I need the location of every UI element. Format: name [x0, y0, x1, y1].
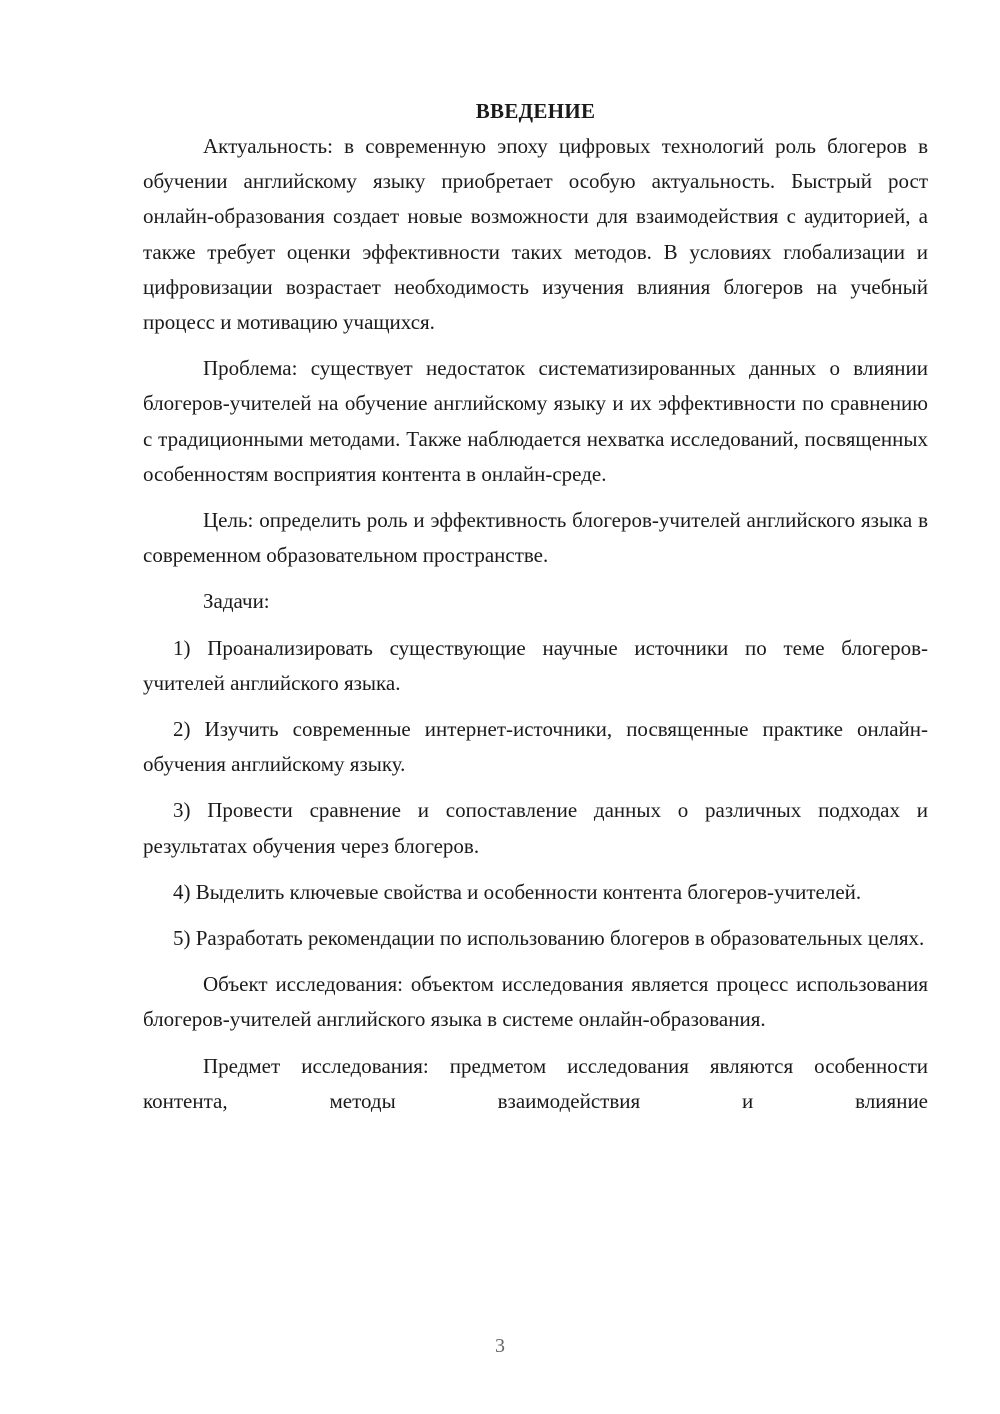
- task-item-3: 3) Провести сравнение и сопоставление данных о различных подходах и результатах обучения через блогеров.: [143, 798, 928, 858]
- paragraph-problem: Проблема: существует недостаток систематизированных данных о влиянии блогеров-учителей на обучение английскому языку и их эффективности по сравнению с традиционными методами. Также наблюдается нехватка исследований, посвященных особенностям восприятия контента в онлайн-среде.: [143, 356, 928, 486]
- paragraph-subject: Предмет исследования: предметом исследования являются особенности контента, методы взаимодействия и влияние: [143, 1053, 928, 1113]
- task-item-1: 1) Проанализировать существующие научные источники по теме блогеров-учителей английского языка.: [143, 635, 928, 695]
- task-item-4: 4) Выделить ключевые свойства и особенности контента блогеров-учителей.: [173, 879, 862, 904]
- paragraph-object: Объект исследования: объектом исследования является процесс использования блогеров-учителей английского языка в системе онлайн-образования.: [143, 972, 928, 1032]
- task-item-5: 5) Разработать рекомендации по использованию блогеров в образовательных целях.: [173, 926, 925, 951]
- paragraph-relevance: Актуальность: в современную эпоху цифровых технологий роль блогеров в обучении английскому языку приобретает особую актуальность. Быстрый рост онлайн-образования создает новые возможности для взаимодействия с аудиторией, а также требует оценки эффективности таких методов. В условиях глобализации и цифровизации возрастает необходимость изучения влияния блогеров на учебный процесс и мотивацию учащихся.: [143, 134, 928, 335]
- paragraph-goal: Цель: определить роль и эффективность блогеров-учителей английского языка в современном образовательном пространстве.: [143, 508, 928, 568]
- document-page: [143, 94, 928, 1130]
- section-title: ВВЕДЕНИЕ: [475, 99, 596, 123]
- task-item-2: 2) Изучить современные интернет-источники, посвященные практике онлайн-обучения английскому языку.: [143, 717, 928, 777]
- page-number: 3: [495, 1335, 505, 1357]
- tasks-heading: Задачи:: [203, 589, 270, 614]
